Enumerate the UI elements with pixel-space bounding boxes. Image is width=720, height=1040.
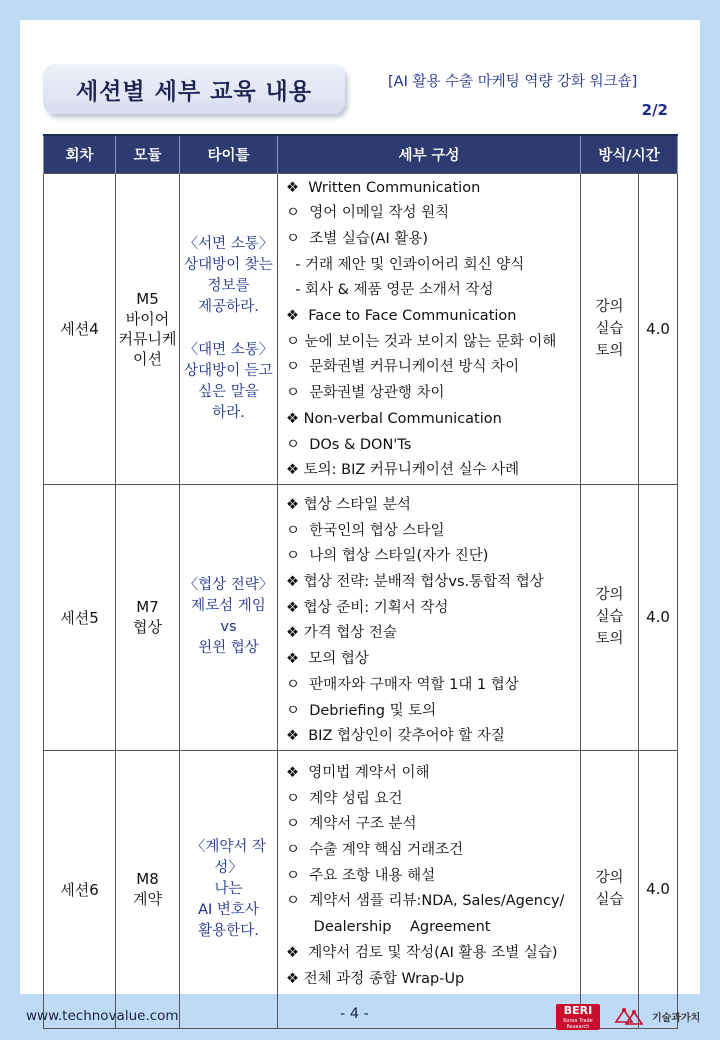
title-cell [180,173,278,484]
title-line: 정보를 [207,277,250,294]
method-line: 강의 [595,298,624,315]
title-group [181,575,276,659]
title-group [181,234,276,318]
detail-item: ❖ 계약서 검토 및 작성(AI 활용 조별 실습) [286,944,558,961]
col-method-header: 방식/시간 [581,135,678,173]
session-cell [44,173,116,484]
title-line: 윈윈 협상 [198,640,259,657]
title-line: 싶은 말을 [198,383,259,400]
session-label: 세션5 [60,608,99,627]
detail-item: - 회사 & 제품 영문 소개서 작성 [286,282,494,299]
detail-item: ❖ BIZ 협상인이 갖추어야 할 자질 [286,728,505,745]
module-line: M5 [136,289,159,308]
method-line: 토의 [595,631,624,648]
method-line: 실습 [595,609,624,626]
detail-item: ㅇ 문화권별 커뮤니케이션 방식 차이 [286,359,520,376]
detail-cell [278,750,581,1028]
method-cell [581,484,639,750]
detail-item: ❖ 영미법 계약서 이해 [286,764,430,781]
detail-cell [278,173,581,484]
page-title: 세션별 세부 교육 내용 [43,64,345,114]
title-group [181,340,276,424]
title-line: 〈계약서 작성〉 [190,838,267,876]
module-cell [116,173,180,484]
method-line: 강의 [595,870,624,887]
detail-item: ㅇ 한국인의 협상 스타일 [286,522,445,539]
technovalue-logo-text: 기술과가치 [652,1013,701,1024]
title-line: 하라. [212,404,245,421]
detail-item: ㅇ 판매자와 구매자 역할 1대 1 협상 [286,676,519,693]
module-line: M8 [136,870,159,889]
beri-logo: BERI Korea Trade Research [556,1004,600,1030]
session-label: 세션6 [60,880,99,899]
method-cell [581,750,639,1028]
page-ratio: 2/2 [641,101,668,119]
table-row [44,750,678,1028]
detail-item: ㅇ 눈에 보이는 것과 보이지 않는 문화 이해 [286,333,557,350]
detail-item: ❖ 협상 준비: 기획서 작성 [286,599,449,616]
title-line: 상대방이 찾는 [184,256,273,273]
detail-item: ❖ 협상 전략: 분배적 협상vs.통합적 협상 [286,574,544,591]
session-cell [44,750,116,1028]
hours-cell [639,173,678,484]
title-group [181,837,276,942]
detail-item: ㅇ 계약서 구조 분석 [286,816,417,833]
detail-item: ㅇ 계약서 샘플 리뷰:NDA, Sales/Agency/ [286,893,565,910]
detail-item: ❖ Non-verbal Communication [286,410,502,427]
module-line: 바이어 [125,309,170,328]
detail-item: ❖ 모의 협상 [286,651,369,668]
detail-item: ❖ 전체 과정 종합 Wrap-Up [286,970,465,987]
session-table [43,134,678,1029]
detail-item: ㅇ 계약 성립 요건 [286,790,403,807]
col-module-header: 모듈 [116,135,180,173]
col-detail-header: 세부 구성 [278,135,581,173]
detail-item: ❖ 토의: BIZ 커뮤니케이션 실수 사례 [286,462,520,479]
detail-item: ❖ Face to Face Communication [286,308,517,325]
title-line: vs [220,619,237,636]
module-line: 협상 [133,618,162,637]
session-label: 세션4 [60,320,99,339]
module-line: 이션 [133,349,162,368]
detail-item: ㅇ 수출 계약 핵심 거래조건 [286,842,464,859]
beri-logo-text: BERI [563,1004,593,1017]
hours-value: 4.0 [646,319,670,338]
module-cell [116,750,180,1028]
detail-item: ㅇ Debriefing 및 토의 [286,702,437,719]
detail-item: ㅇ 나의 협상 스타일(자가 진단) [286,548,489,565]
table-header-row [44,135,678,173]
hours-value: 4.0 [646,608,670,627]
table-row [44,173,678,484]
hours-cell [639,750,678,1028]
title-line: 〈대면 소통〉 [183,341,274,358]
table-row [44,484,678,750]
detail-item: ❖ 가격 협상 전술 [286,625,397,642]
technovalue-logo-icon [612,1004,648,1030]
title-cell [180,750,278,1028]
title-line: 나는 [214,880,243,897]
detail-item: ❖ Written Communication [286,179,481,196]
method-line: 토의 [595,342,624,359]
detail-item: Dealership Agreement [286,919,491,936]
detail-item: ㅇ 영어 이메일 작성 원칙 [286,205,450,222]
title-line: 〈협상 전략〉 [183,577,274,594]
method-line: 실습 [595,892,624,909]
module-line: 계약 [133,890,162,909]
col-session-header: 회차 [44,135,116,173]
title-line: AI 변호사 [198,901,259,918]
detail-item: ㅇ DOs & DON'Ts [286,436,412,453]
method-cell [581,173,639,484]
col-title-header: 타이틀 [180,135,278,173]
detail-cell [278,484,581,750]
detail-item: - 거래 제안 및 인콰이어리 회신 양식 [286,256,525,273]
title-line: 〈서면 소통〉 [183,235,274,252]
module-line: M7 [136,598,159,617]
method-line: 강의 [595,587,624,604]
detail-item: ㅇ 주요 조항 내용 해설 [286,867,436,884]
title-cell [180,484,278,750]
module-cell [116,484,180,750]
title-line: 활용한다. [198,922,259,939]
workshop-subtitle: [AI 활용 수출 마케팅 역량 강화 워크숍] [388,74,638,90]
module-line: 커뮤니케 [118,329,177,348]
detail-item: ❖ 협상 스타일 분석 [286,496,411,513]
footer-url[interactable]: www.technovalue.com [26,1008,179,1024]
detail-item: ㅇ 문화권별 상관행 차이 [286,385,445,402]
title-line: 제로섬 게임 [191,598,266,615]
page-number: - 4 - [340,1006,369,1022]
hours-value: 4.0 [646,880,670,899]
detail-item: ㅇ 조별 실습(AI 활용) [286,230,428,247]
title-line: 제공하라. [198,298,259,315]
title-line: 상대방이 듣고 [184,362,273,379]
session-cell [44,484,116,750]
method-line: 실습 [595,320,624,337]
hours-cell [639,484,678,750]
